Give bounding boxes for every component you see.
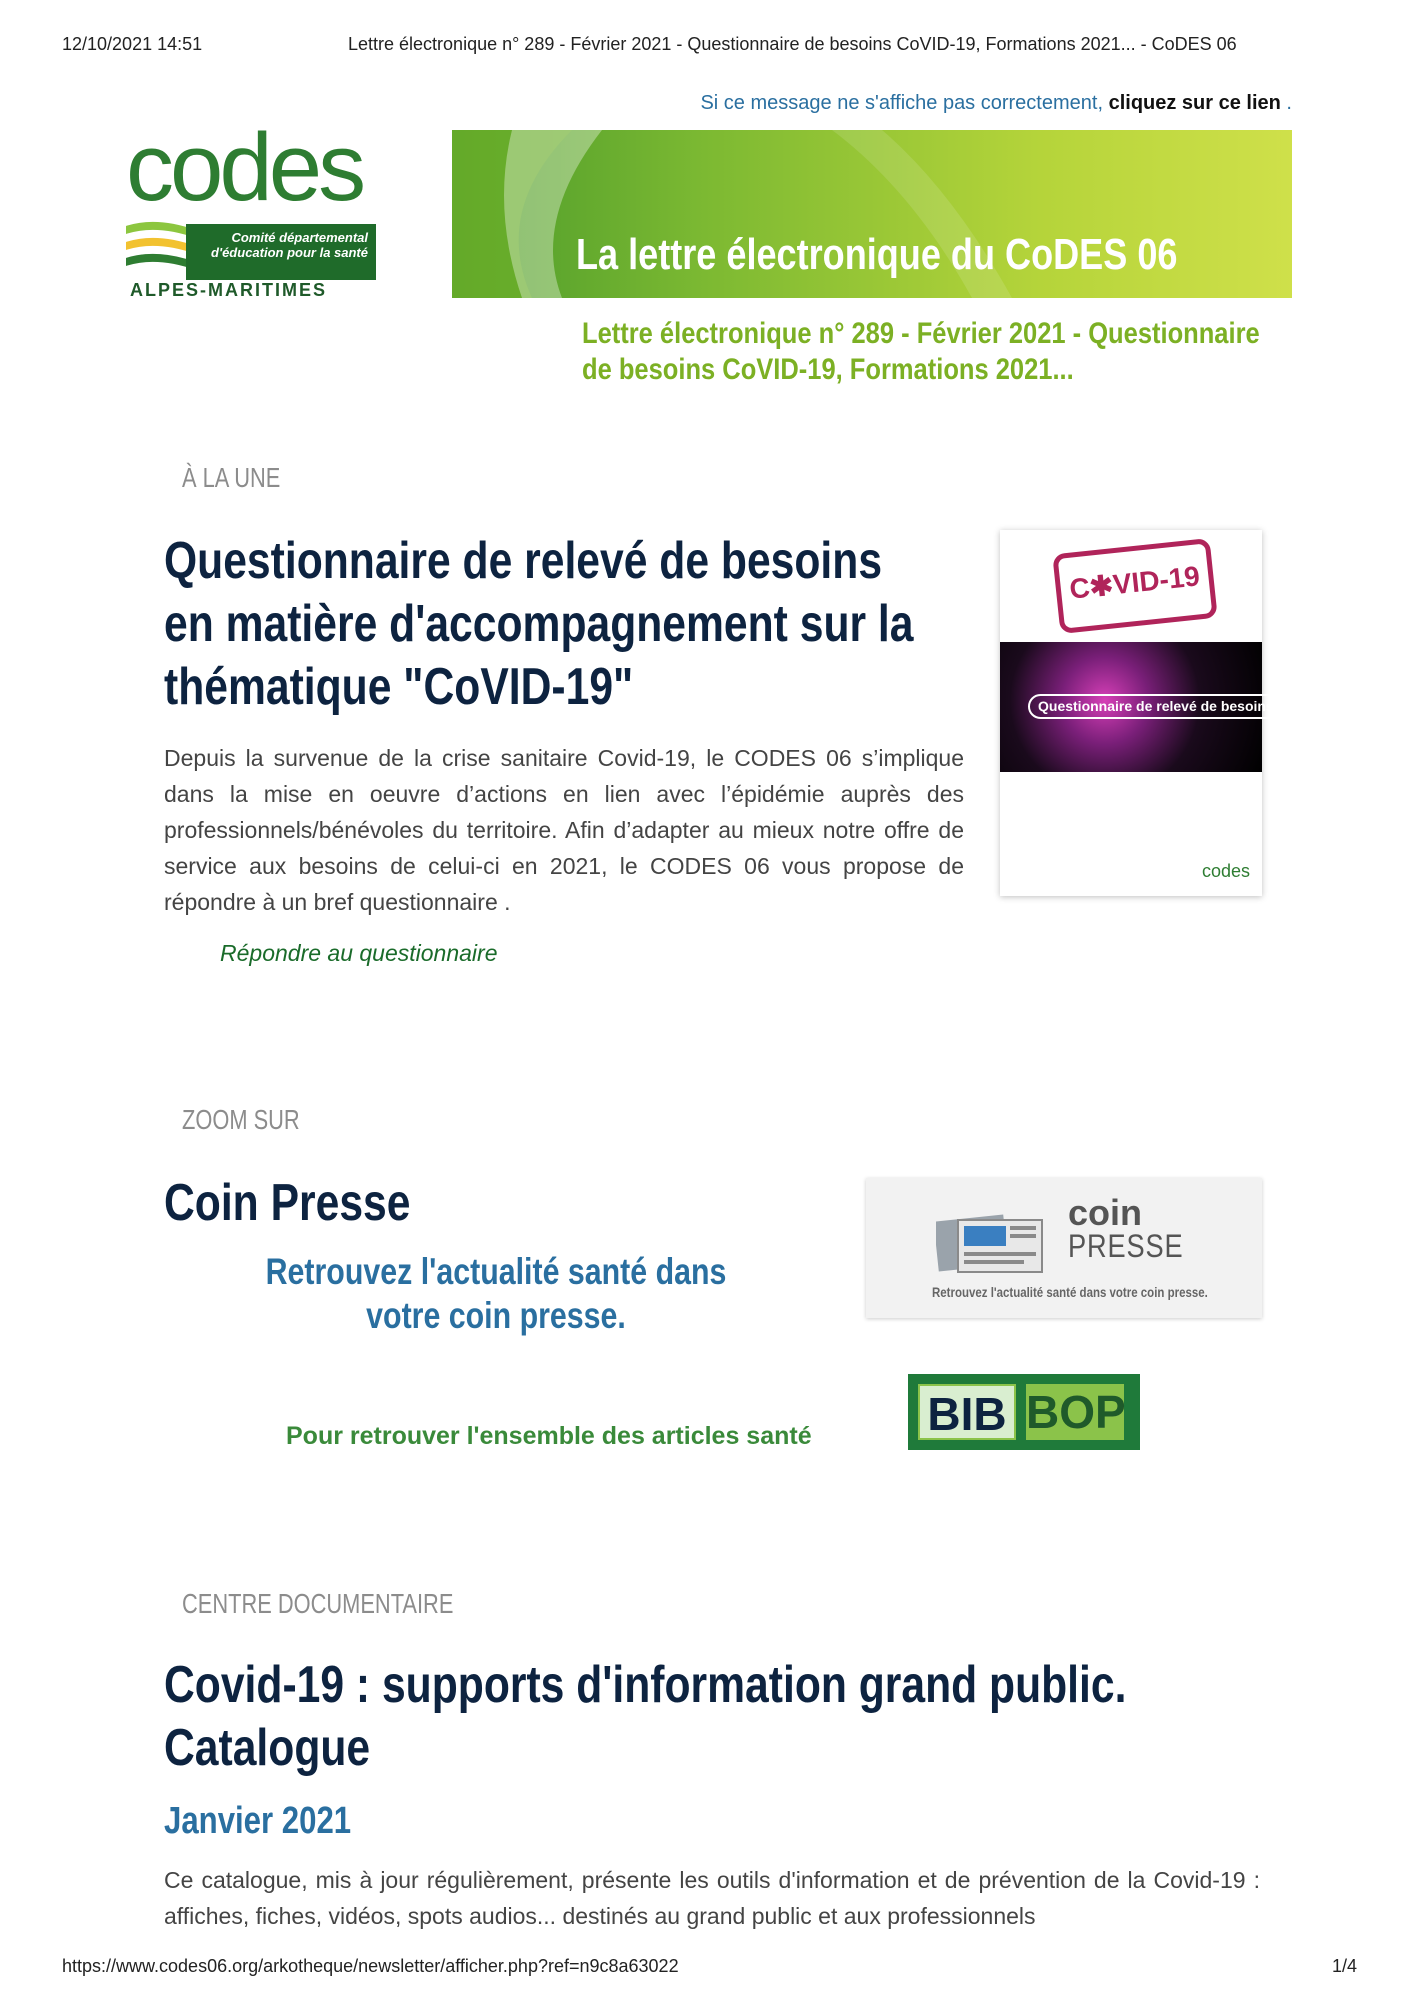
questionnaire-pill-text: Questionnaire de relevé de besoins	[1038, 698, 1274, 714]
covid-virus-panel	[1000, 642, 1288, 772]
questionnaire-pill	[1028, 694, 1298, 719]
coin-presse-image[interactable]	[866, 1178, 1262, 1318]
codes-logo[interactable]	[126, 114, 382, 300]
questionnaire-link[interactable]: Répondre au questionnaire	[220, 940, 498, 966]
logo-line1: Comité départemental	[231, 230, 368, 245]
section-label-une: À LA UNE	[182, 462, 281, 493]
une-heading[interactable]: Questionnaire de relevé de besoins en matière d'accompagnement sur la thématique "CoVID-19"	[164, 532, 914, 716]
zoom-heading[interactable]: Coin Presse	[164, 1174, 411, 1232]
centre-body: Ce catalogue, mis à jour régulièrement, présente les outils d'information et de prévention de la Covid-19 : affiches, fiches, vidéos, spots audios... destinés au grand public et aux professionnels	[164, 1867, 1260, 1929]
une-body: Depuis la survenue de la crise sanitaire Covid-19, le CODES 06 s’implique dans la mise en oeuvre d’actions en lien avec l’épidémie auprès des professionnels/bénévoles du territoire. Afin d’adapter au mieux notre offre de service aux besoins de celui-ci en 2021, le CODES 06 vous propose de répondre à un bref questionnaire .	[164, 745, 964, 915]
display-notice	[700, 92, 1292, 115]
print-page-number: 1/4	[1332, 1956, 1358, 1976]
bibbop-button[interactable]	[908, 1374, 1140, 1450]
presse-caption: Retrouvez l'actualité santé dans votre coin presse.	[932, 1284, 1208, 1300]
section-label-centre: CENTRE DOCUMENTAIRE	[182, 1588, 454, 1619]
logo-word: codes	[126, 114, 363, 221]
centre-heading[interactable]: Covid-19 : supports d'information grand public. Catalogue	[164, 1656, 1127, 1777]
newspaper-icon	[936, 1210, 1046, 1274]
bop-tile: BOP	[1026, 1386, 1126, 1438]
mini-codes-logo: codes	[1201, 861, 1250, 881]
print-url: https://www.codes06.org/arkotheque/newsletter/afficher.php?ref=n9c8a63022	[62, 1956, 679, 1976]
print-datetime: 12/10/2021 14:51	[62, 34, 203, 54]
notice-text: Si ce message ne s'affiche pas correctement,	[700, 92, 1109, 114]
notice-link[interactable]: cliquez sur ce lien	[1108, 92, 1281, 114]
banner-title: La lettre électronique du CoDES 06	[576, 230, 1178, 279]
print-page-title: Lettre électronique n° 289 - Février 2021 - Questionnaire de besoins CoVID-19, Formations 2021... - CoDES 06	[348, 34, 1237, 54]
presse-word: PRESSE	[1068, 1228, 1184, 1264]
logo-caption	[186, 224, 376, 280]
logo-line2: d'éducation pour la santé	[211, 245, 368, 260]
section-label-zoom: ZOOM SUR	[182, 1104, 300, 1135]
logo-region: ALPES-MARITIMES	[130, 280, 328, 300]
notice-end: .	[1280, 92, 1292, 114]
articles-text: Pour retrouver l'ensemble des articles santé	[286, 1422, 812, 1450]
zoom-subtitle: Retrouvez l'actualité santé dans votre coin presse.	[265, 1251, 727, 1336]
bib-tile: BIB	[918, 1384, 1016, 1440]
centre-date: Janvier 2021	[164, 1800, 352, 1842]
issue-title: Lettre électronique n° 289 - Février 2021 - Questionnaire de besoins CoVID-19, Formations 2021...	[582, 317, 1260, 386]
coin-word: coin	[1068, 1192, 1143, 1233]
covid-stamp: C✱VID-19	[1052, 538, 1217, 634]
search-icon: ⚲	[1277, 698, 1288, 714]
newsletter-banner	[452, 130, 1292, 298]
covid-questionnaire-image[interactable]	[1000, 530, 1288, 896]
